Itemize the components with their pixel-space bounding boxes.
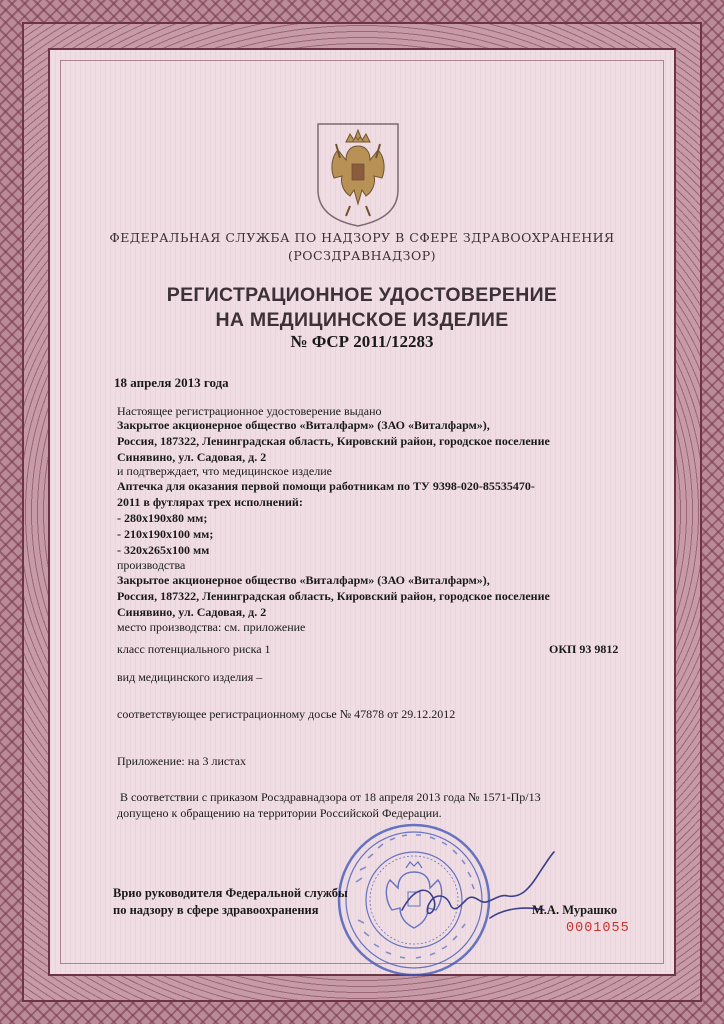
document-subtitle: НА МЕДИЦИНСКОЕ ИЗДЕЛИЕ bbox=[215, 309, 509, 331]
admission-statement: допущено к обращению на территории Российской Федерации. bbox=[117, 806, 442, 820]
serial-number: 0001055 bbox=[566, 921, 630, 936]
okp-code: ОКП 93 9812 bbox=[549, 642, 619, 656]
manufacturer-name: Закрытое акционерное общество «Виталфарм» (ЗАО «Виталфарм»), bbox=[117, 573, 490, 587]
signatory-name: М.А. Мурашко bbox=[532, 903, 618, 917]
agency-name: ФЕДЕРАЛЬНАЯ СЛУЖБА ПО НАДЗОРУ В СФЕРЕ ЗДРАВООХРАНЕНИЯ bbox=[109, 230, 615, 245]
holder-name: Закрытое акционерное общество «Виталфарм» (ЗАО «Виталфарм»), bbox=[117, 418, 490, 432]
manufacturer-address-street: Синявино, ул. Садовая, д. 2 bbox=[117, 605, 267, 619]
russian-coat-of-arms-icon bbox=[312, 120, 404, 228]
appendix-note: Приложение: на 3 листах bbox=[117, 754, 246, 768]
issued-to-text: Настоящее регистрационное удостоверение выдано bbox=[117, 404, 382, 418]
holder-address: Россия, 187322, Ленинградская область, Кировский район, городское поселение bbox=[117, 434, 550, 448]
confirms-text: и подтверждает, что медицинское изделие bbox=[117, 464, 332, 478]
device-variant: - 320х265х100 мм bbox=[117, 543, 210, 557]
device-type: вид медицинского изделия – bbox=[117, 670, 263, 684]
signatory-position: Врио руководителя Федеральной службы bbox=[113, 886, 348, 900]
holder-address-street: Синявино, ул. Садовая, д. 2 bbox=[117, 450, 267, 464]
device-variant: - 280х190х80 мм; bbox=[117, 511, 208, 525]
handwritten-signature-icon bbox=[394, 848, 574, 938]
production-label: производства bbox=[117, 558, 186, 572]
risk-class: класс потенциального риска 1 bbox=[117, 642, 271, 656]
manufacturer-address: Россия, 187322, Ленинградская область, Кировский район, городское поселение bbox=[117, 589, 550, 603]
certificate-number: № ФСР 2011/12283 bbox=[290, 332, 434, 351]
document-title: РЕГИСТРАЦИОННОЕ УДОСТОВЕРЕНИЕ bbox=[166, 284, 558, 306]
order-reference: В соответствии с приказом Росздравнадзора от 18 апреля 2013 года № 1571-Пр/13 bbox=[120, 790, 541, 804]
issue-date: 18 апреля 2013 года bbox=[114, 375, 229, 390]
device-variant: - 210х190х100 мм; bbox=[117, 527, 214, 541]
device-name: Аптечка для оказания первой помощи работникам по ТУ 9398-020-85535470- bbox=[117, 479, 535, 493]
production-place: место производства: см. приложение bbox=[117, 620, 306, 634]
signatory-position-cont: по надзору в сфере здравоохранения bbox=[113, 903, 319, 917]
dossier-reference: соответствующее регистрационному досье № 47878 от 29.12.2012 bbox=[117, 707, 456, 721]
agency-abbreviation: (РОСЗДРАВНАДЗОР) bbox=[288, 248, 436, 263]
device-name-cont: 2011 в футлярах трех исполнений: bbox=[117, 495, 303, 509]
